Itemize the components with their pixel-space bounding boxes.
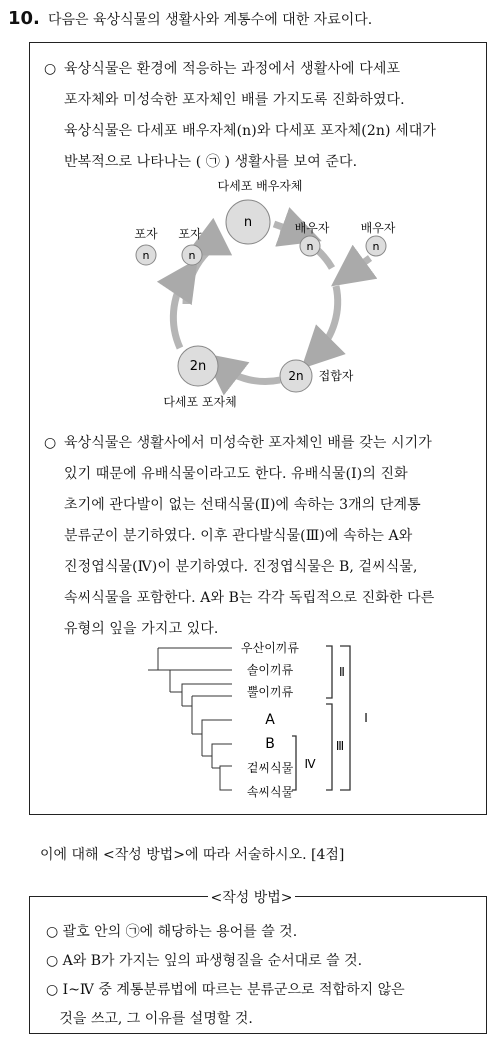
bracket-label-IV: Ⅳ [304, 757, 316, 771]
question-number: 10. [8, 8, 40, 29]
ploidy-n: n [372, 240, 380, 253]
ploidy-2n: 2n [189, 359, 207, 374]
text-line: 있기 때문에 유배식물이라고도 한다. 유배식물(Ⅰ)의 진화 [64, 466, 408, 482]
bracket-label-II: Ⅱ [339, 665, 345, 679]
method-item: ○ A와 B가 가지는 잎의 파생형질을 순서대로 쓸 것. [46, 953, 363, 969]
spore-label-2: 포자 [178, 227, 202, 241]
bullet: ○ [44, 435, 57, 451]
ploidy-n: n [188, 249, 196, 262]
taxon-label: 우산이끼류 [241, 641, 299, 655]
taxon-label: B [265, 736, 275, 752]
cycle-arrow [204, 238, 220, 246]
ploidy-n: n [306, 240, 314, 253]
cycle-arrow [316, 286, 338, 354]
paragraph-2 [46, 428, 478, 645]
life-cycle-diagram [120, 176, 400, 412]
taxon-label: 솔이끼류 [246, 663, 294, 677]
cycle-arrow [348, 258, 370, 274]
bracket-label-I: Ⅰ [364, 711, 368, 725]
gamete-label-1: 배우자 [294, 221, 330, 235]
method-item: ○ 괄호 안의 ㉠에 해당하는 용어를 쓸 것. [46, 924, 298, 940]
text-line: 속씨식물을 포함한다. A와 B는 각각 독립적으로 진화한 다른 [64, 590, 435, 606]
gamete-label-2: 배우자 [360, 221, 396, 235]
method-title: <작성 방법> [210, 890, 293, 906]
ploidy-n: n [243, 215, 253, 230]
text-line: 포자체와 미성숙한 포자체인 배를 가지도록 진화하였다. [64, 92, 405, 108]
text-line: 유형의 잎을 가지고 있다. [64, 621, 219, 637]
ploidy-n: n [142, 249, 150, 262]
cycle-arrow [173, 276, 186, 348]
bullet: ○ [44, 61, 57, 77]
text-line: 반복적으로 나타나는 ( ㉠ ) 생활사를 보여 준다. [64, 154, 358, 170]
method-item: 것을 쓰고, 그 이유를 설명할 것. [46, 1011, 253, 1027]
sporophyte-label: 다세포 포자체 [163, 395, 237, 409]
taxon-label: 속씨식물 [246, 785, 294, 799]
spore-label-1: 포자 [134, 227, 158, 241]
ploidy-2n: 2n [288, 369, 304, 383]
text-line: 분류군이 분기하였다. 이후 관다발식물(Ⅲ)에 속하는 A와 [64, 528, 413, 544]
taxon-label: 뿔이끼류 [246, 685, 294, 699]
text-line: 육상식물은 다세포 배우자체(n)와 다세포 포자체(2n) 세대가 [64, 123, 436, 139]
bracket-label-III: Ⅲ [335, 739, 345, 753]
text-line: 육상식물은 생활사에서 미성숙한 포자체인 배를 갖는 시기가 [64, 435, 432, 451]
method-item: ○ Ⅰ~Ⅳ 중 계통분류법에 따르는 분류군으로 적합하지 않은 [46, 982, 405, 998]
text-line: 초기에 관다발이 없는 선태식물(Ⅱ)에 속하는 3개의 단계통 [64, 497, 421, 513]
taxon-label: A [265, 712, 275, 728]
phylogenetic-tree [140, 640, 380, 802]
question-title: 다음은 육상식물의 생활사와 계통수에 대한 자료이다. [48, 12, 373, 28]
gametophyte-label: 다세포 배우자체 [217, 179, 303, 193]
instruction-text: 이에 대해 <작성 방법>에 따라 서술하시오. [4점] [40, 847, 345, 863]
text-line: 진정엽식물(Ⅳ)이 분기하였다. 진정엽식물은 B, 겉씨식물, [64, 559, 418, 575]
taxon-label: 겉씨식물 [246, 761, 294, 775]
paragraph-1 [46, 54, 478, 178]
cycle-arrow [220, 366, 280, 381]
text-line: 육상식물은 환경에 적응하는 과정에서 생활사에 다세포 [64, 61, 401, 77]
zygote-label: 접합자 [318, 369, 354, 383]
